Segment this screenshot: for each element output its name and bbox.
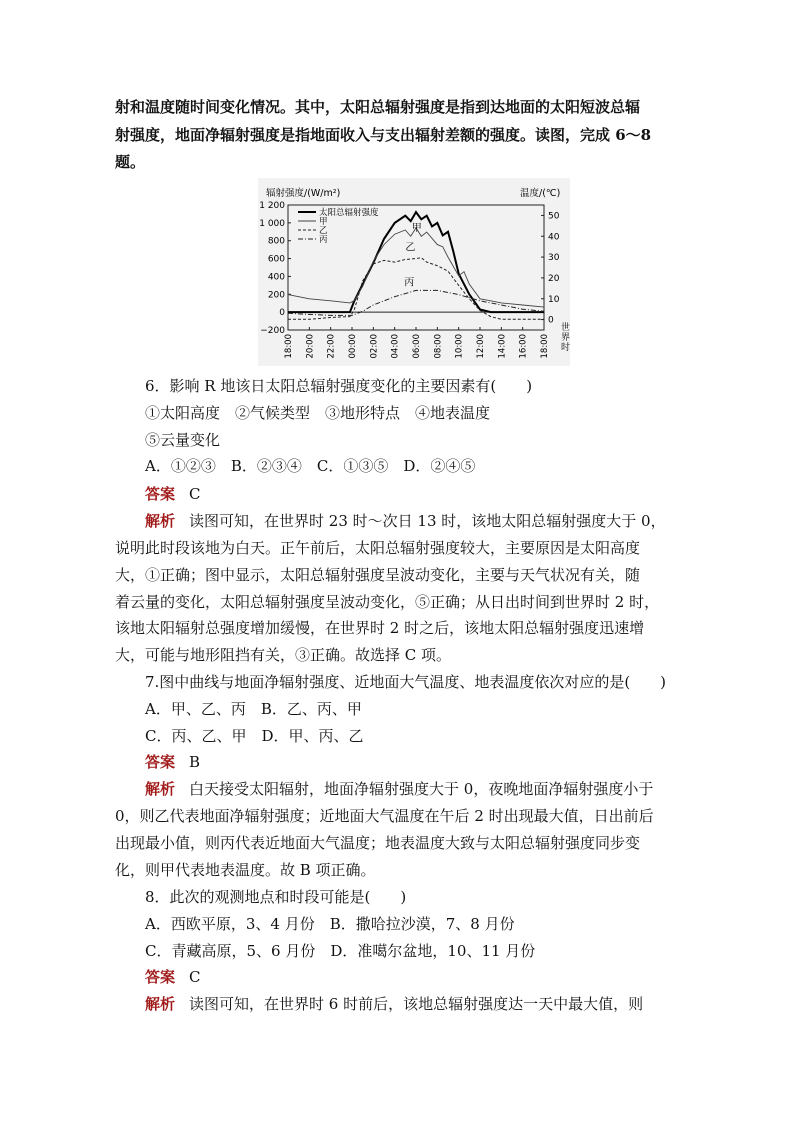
q8-choices-2: C．青藏高原，5、6 月份 D．准噶尔盆地，10、11 月份 [145,942,536,960]
right-tick-label: 50 [548,211,560,222]
q7-analysis-line-4: 化，则甲代表地表温度。故 B 项正确。 [115,861,376,879]
q8-analysis-text-1: 读图可知，在世界时 6 时前后，该地总辐射强度达一天中最大值，则 [189,995,644,1013]
x-tick-label: 20:00 [305,334,316,359]
chart-ylabel-right: 温度/(℃) [520,188,561,199]
q8-analysis-line-1 [145,994,643,1014]
legend-entry: 太阳总辐射强度 [319,208,379,218]
q6-analysis-line-6: 大，可能与地形阻挡有关，③正确。故选择 C 项。 [115,646,452,664]
q6-analysis-text-1: 读图可知，在世界时 23 时～次日 13 时，该地太阳总辐射强度大于 0， [189,512,666,530]
x-tick-label: 22:00 [326,334,337,359]
q8-answer-value: C [189,968,201,986]
legend-entry: 丙 [319,235,328,245]
left-tick-label: 200 [267,290,285,301]
x-tick-label: 12:00 [476,334,486,359]
q6-analysis-line-5: 该地太阳辐射总强度增加缓慢，在世界时 2 时之后，该地太阳总辐射强度迅速增 [115,619,645,637]
x-tick-label: 04:00 [390,334,401,359]
right-tick-label: 40 [548,232,560,243]
q7-analysis-label: 解析 [145,780,176,798]
left-tick-label: 1 200 [259,201,285,211]
q6-choices: A．①②③ B．②③④ C．①③⑤ D．②④⑤ [145,457,476,475]
x-tick-label: 02:00 [369,334,380,359]
q7-analysis-line-1 [145,779,653,799]
left-tick-label: 600 [267,254,285,265]
q7-analysis-text-1: 白天接受太阳辐射，地面净辐射强度大于 0，夜晚地面净辐射强度小于 [189,780,654,798]
left-tick-label: −200 [260,326,285,336]
q6-stem: 6．影响 R 地该日太阳总辐射强度变化的主要因素有( ) [145,377,533,395]
q7-answer-label: 答案 [145,753,176,771]
q7-stem: 7.图中曲线与地面净辐射强度、近地面大气温度、地表温度依次对应的是( ) [145,673,667,691]
legend-entry: 甲 [319,217,328,227]
x-tick-label: 18:00 [540,334,550,359]
left-tick-label: 1 000 [259,218,285,229]
x-tick-label: 14:00 [497,334,508,359]
q7-analysis-line-2: 0，则乙代表地面净辐射强度；近地面大气温度在午后 2 时出现最大值，日出前后 [115,807,654,825]
x-tick-label: 10:00 [454,334,465,359]
curve-label: 乙 [405,242,416,254]
x-tick-label: 00:00 [348,334,358,359]
q8-answer-label: 答案 [145,968,176,986]
q6-options-2: ⑤云量变化 [145,431,221,449]
x-tick-label: 16:00 [518,334,529,359]
left-tick-label: 800 [267,236,285,247]
q7-choices-2: C．丙、乙、甲 D．甲、丙、乙 [145,727,364,745]
q6-analysis-line-1 [145,511,666,531]
right-tick-label: 0 [548,315,554,326]
q6-analysis-line-4: 着云量的变化，太阳总辐射强度呈波动变化，⑤正确；从日出时间到世界时 2 时， [115,593,660,611]
right-tick-label: 30 [548,253,560,264]
legend-entry: 乙 [319,226,328,236]
chart-ylabel-left: 辐射强度/(W/m²) [266,188,341,199]
q8-stem: 8．此次的观测地点和时段可能是( ) [145,888,407,906]
intro-line-3: 题。 [115,153,146,171]
q8-answer [145,967,201,987]
q6-analysis-label: 解析 [145,512,176,530]
q6-answer [145,484,201,504]
q6-analysis-line-2: 说明此时段该地为白天。正午前后，太阳总辐射强度较大，主要原因是太阳高度 [115,539,641,557]
q6-answer-label: 答案 [145,485,176,503]
intro-line-2: 射强度，地面净辐射强度是指地面收入与支出辐射差额的强度。读图，完成 6～8 [115,126,652,144]
q8-analysis-label: 解析 [145,995,176,1013]
q8-choices-1: A．西欧平原，3、4 月份 B．撒哈拉沙漠，7、8 月份 [145,915,515,933]
q6-options-1: ①太阳高度 ②气候类型 ③地形特点 ④地表温度 [145,404,491,422]
right-tick-label: 20 [548,273,560,284]
x-tick-label: 18:00 [284,334,294,359]
right-tick-label: 10 [548,294,560,305]
left-tick-label: 400 [267,272,285,283]
x-tick-label: 06:00 [412,334,422,359]
intro-line-1: 射和温度随时间变化情况。其中，太阳总辐射强度是指到达地面的太阳短波总辐 [115,98,641,116]
q7-answer [145,752,200,772]
q6-answer-value: C [189,485,201,503]
q7-analysis-line-3: 出现最小值，则丙代表近地面大气温度；地表温度大致与太阳总辐射强度同步变 [115,834,641,852]
chart-xlabel: 世界时 [561,323,570,353]
curve-label: 甲 [411,222,422,234]
radiation-temperature-chart [258,178,570,366]
q6-analysis-line-3: 大，①正确；图中显示，太阳总辐射强度呈波动变化，主要与天气状况有关，随 [115,566,641,584]
chart-svg [258,178,570,366]
x-tick-label: 08:00 [433,334,444,359]
q7-choices-1: A．甲、乙、丙 B．乙、丙、甲 [145,700,362,718]
left-tick-label: 0 [279,308,285,319]
q7-answer-value: B [189,753,201,771]
curve-label: 丙 [404,277,415,289]
